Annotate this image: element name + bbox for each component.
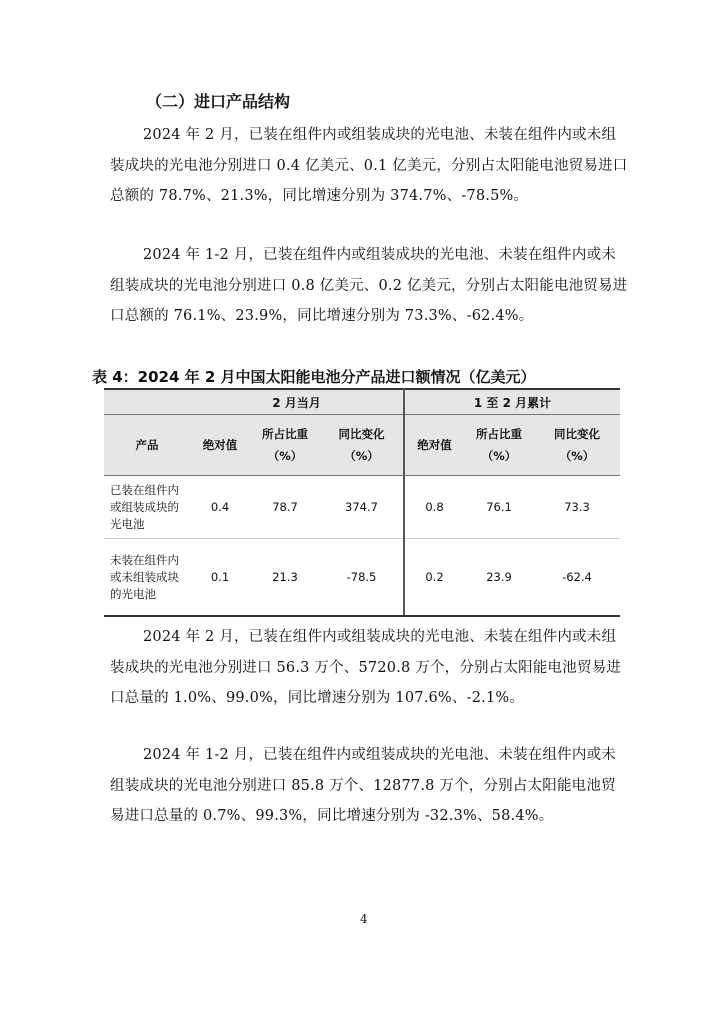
month-yoy-cell: 374.7	[320, 476, 404, 539]
product-name: 已装在组件内或组装成块的光电池	[110, 482, 179, 531]
header-share-label: 所占比重	[476, 427, 522, 441]
section-heading: （二）进口产品结构	[146, 92, 291, 111]
header-yoy-month	[320, 415, 404, 476]
table-row	[104, 539, 620, 617]
product-cell	[104, 539, 190, 617]
cumulative-share-cell: 76.1	[464, 476, 534, 539]
paragraph-jan-feb-value: 2024 年 1-2 月，已装在组件内或组装成块的光电池、未装在组件内或未组装成块的光电池分别进口 0.8 亿美元、0.2 亿美元，分别占太阳能电池贸易进口总额的 76.1%、23.9%，同比增速分别为 73.3%、-62.4%。	[110, 247, 628, 324]
paragraph-feb-volume: 2024 年 2 月，已装在组件内或组装成块的光电池、未装在组件内或未组装成块的光电池分别进口 56.3 万个、5720.8 万个，分别占太阳能电池贸易进口总量的 1.0%、99.0%，同比增速分别为 107.6%、-2.1%。	[110, 629, 622, 706]
header-yoy-unit: （%）	[559, 449, 595, 463]
cumulative-share-cell: 23.9	[464, 539, 534, 617]
header-abs-cumulative: 绝对值	[404, 415, 464, 476]
product-cell	[104, 476, 190, 539]
month-abs-cell: 0.4	[190, 476, 250, 539]
table-column-header-row	[104, 415, 620, 476]
header-product: 产品	[104, 415, 190, 476]
header-share-cumulative	[464, 415, 534, 476]
group-header-cumulative: 1 至 2 月累计	[404, 389, 620, 415]
table-row	[104, 476, 620, 539]
table-group-header-row	[104, 389, 620, 415]
month-share-cell: 78.7	[250, 476, 320, 539]
month-yoy-cell: -78.5	[320, 539, 404, 617]
header-share-label: 所占比重	[262, 427, 308, 441]
header-abs-month: 绝对值	[190, 415, 250, 476]
header-yoy-label: 同比变化	[554, 427, 600, 441]
import-table	[104, 388, 620, 617]
paragraph-jan-feb-volume: 2024 年 1-2 月，已装在组件内或组装成块的光电池、未装在组件内或未组装成块的光电池分别进口 85.8 万个、12877.8 万个，分别占太阳能电池贸易进口总量的 0.7%、99.3%，同比增速分别为 -32.3%、58.4%。	[110, 747, 616, 824]
product-name: 未装在组件内或未组装成块的光电池	[110, 552, 179, 601]
header-share-month	[250, 415, 320, 476]
empty-header-cell	[104, 389, 190, 415]
header-yoy-label: 同比变化	[338, 427, 385, 441]
page-number: 4	[360, 912, 368, 926]
month-share-cell: 21.3	[250, 539, 320, 617]
paragraph-feb-value: 2024 年 2 月，已装在组件内或组装成块的光电池、未装在组件内或未组装成块的光电池分别进口 0.4 亿美元、0.1 亿美元，分别占太阳能电池贸易进口总额的 78.7%、21.3%，同比增速分别为 374.7%、-78.5%。	[110, 127, 628, 204]
header-share-unit: （%）	[481, 449, 517, 463]
table-caption: 表 4：2024 年 2 月中国太阳能电池分产品进口额情况（亿美元）	[92, 368, 536, 386]
cumulative-yoy-cell: 73.3	[534, 476, 620, 539]
header-yoy-cumulative	[534, 415, 620, 476]
cumulative-abs-cell: 0.2	[404, 539, 464, 617]
cumulative-abs-cell: 0.8	[404, 476, 464, 539]
group-header-month: 2 月当月	[190, 389, 404, 415]
header-share-unit: （%）	[267, 449, 303, 463]
header-yoy-unit: （%）	[344, 449, 379, 463]
month-abs-cell: 0.1	[190, 539, 250, 617]
cumulative-yoy-cell: -62.4	[534, 539, 620, 617]
